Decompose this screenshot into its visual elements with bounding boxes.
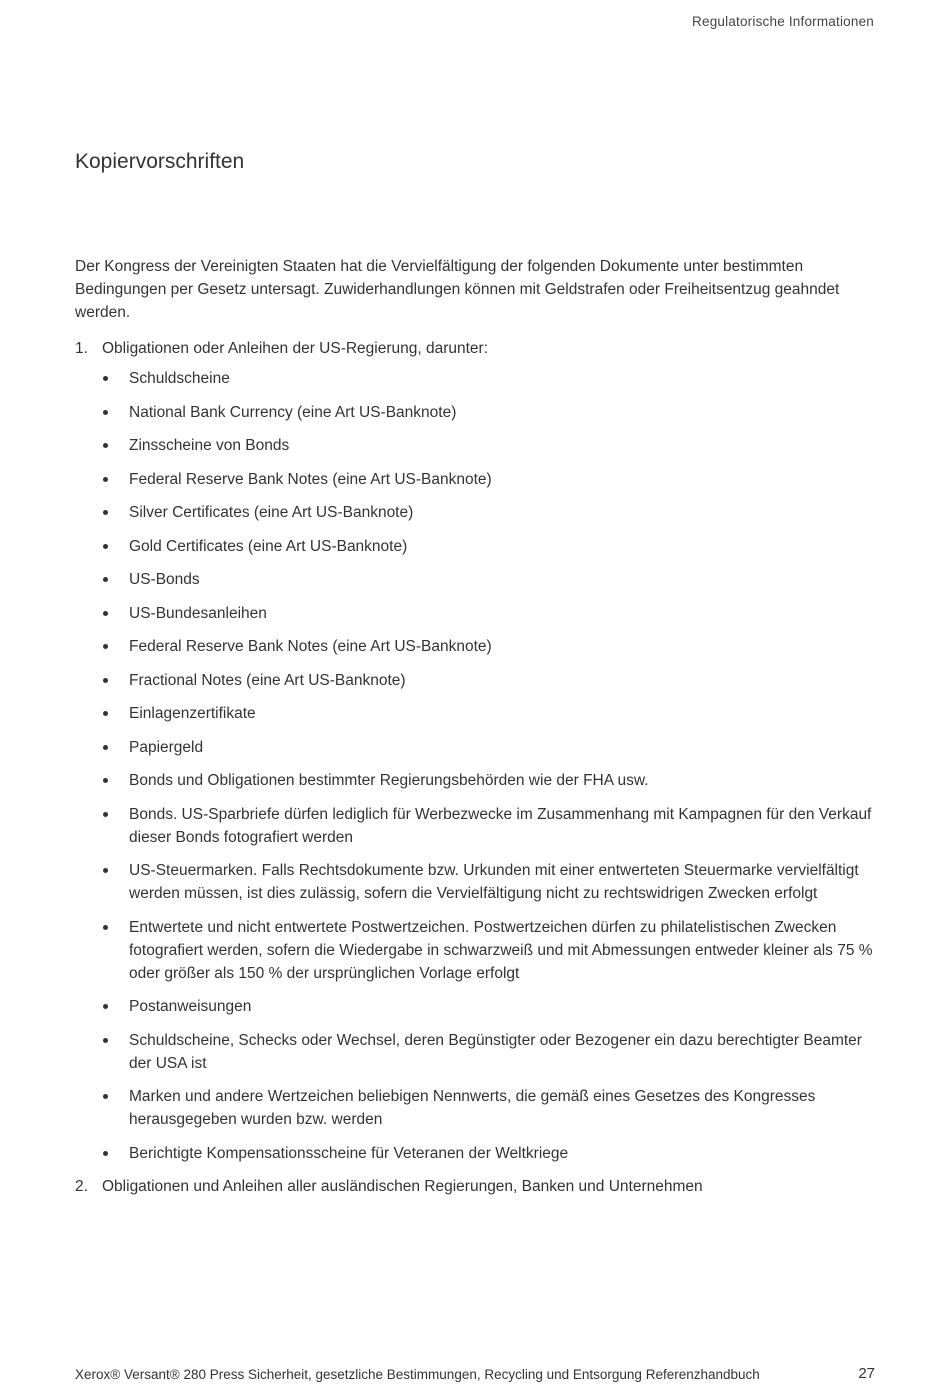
sub-list-item-text: Federal Reserve Bank Notes (eine Art US-Banknote) bbox=[129, 638, 492, 655]
bullet-icon bbox=[103, 611, 108, 616]
page-number: 27 bbox=[858, 1365, 875, 1382]
sub-list-item bbox=[102, 702, 875, 725]
bullet-icon bbox=[103, 678, 108, 683]
list-item-text: Obligationen oder Anleihen der US-Regierung, darunter: bbox=[102, 340, 489, 357]
list-item-2 bbox=[75, 1175, 875, 1198]
sub-list-item-text: Zinsscheine von Bonds bbox=[129, 437, 290, 454]
sub-list-item-text: Marken und andere Wertzeichen beliebigen Nennwerts, die gemäß eines Gesetzes des Kongresses herausgegeben wurden bzw. werden bbox=[129, 1088, 816, 1128]
bullet-icon bbox=[103, 1151, 108, 1156]
sub-list-item bbox=[102, 468, 875, 491]
sub-list-item-text: Berichtigte Kompensationsscheine für Veteranen der Weltkriege bbox=[129, 1144, 569, 1162]
bullet-icon bbox=[103, 410, 108, 415]
bullet-icon bbox=[103, 577, 108, 582]
sub-list-item bbox=[102, 1085, 875, 1131]
bullet-icon bbox=[103, 868, 108, 873]
sub-list-item-text: Silver Certificates (eine Art US-Banknote) bbox=[129, 504, 414, 521]
sub-list-item bbox=[102, 401, 875, 424]
list-number: 2. bbox=[75, 1178, 88, 1195]
sub-list-item bbox=[102, 769, 875, 792]
sub-list-item bbox=[102, 1029, 875, 1075]
sub-list-item bbox=[102, 995, 875, 1018]
bullet-icon bbox=[103, 376, 108, 381]
sub-list-item-text: Gold Certificates (eine Art US-Banknote) bbox=[129, 537, 408, 555]
sub-list-item-text: Einlagenzertifikate bbox=[129, 705, 256, 722]
sub-list-item-text: Federal Reserve Bank Notes (eine Art US-Banknote) bbox=[129, 470, 492, 488]
sub-list-item bbox=[102, 803, 875, 849]
sub-list-item-text: US-Bundesanleihen bbox=[129, 604, 267, 622]
bullet-icon bbox=[103, 745, 108, 750]
sub-list-item bbox=[102, 535, 875, 558]
bullet-icon bbox=[103, 778, 108, 783]
sub-list-item bbox=[102, 859, 875, 905]
sub-list-item-text: Postanweisungen bbox=[129, 998, 252, 1015]
bullet-icon bbox=[103, 1038, 108, 1043]
bullet-icon bbox=[103, 925, 108, 930]
sub-list-item bbox=[102, 736, 875, 759]
sub-list-item bbox=[102, 367, 875, 390]
list-number: 1. bbox=[75, 340, 88, 357]
page-title: Kopiervorschriften bbox=[75, 150, 245, 173]
list-item-text: Obligationen und Anleihen aller ausländischen Regierungen, Banken und Unternehmen bbox=[102, 1178, 703, 1195]
sub-list-item-text: Bonds. US-Sparbriefe dürfen lediglich für Werbezwecke im Zusammenhang mit Kampagnen für den Verkauf dieser Bonds fotografiert werden bbox=[129, 805, 872, 846]
footer-text: Xerox® Versant® 280 Press Sicherheit, gesetzliche Bestimmungen, Recycling und Entsorgung Referenzhandbuch bbox=[75, 1367, 760, 1382]
sub-list-item bbox=[102, 635, 875, 658]
sub-list-item-text: Schuldscheine bbox=[129, 370, 230, 387]
bullet-icon bbox=[103, 510, 108, 515]
bullet-icon bbox=[103, 644, 108, 649]
sub-list-item bbox=[102, 501, 875, 524]
sub-list-item bbox=[102, 669, 875, 692]
sub-list-item bbox=[102, 434, 875, 457]
sub-list-item-text: US-Bonds bbox=[129, 571, 200, 588]
sub-list-item bbox=[102, 568, 875, 591]
sub-list bbox=[102, 367, 875, 1165]
sub-list-item-text: Papiergeld bbox=[129, 738, 204, 756]
bullet-icon bbox=[103, 1094, 108, 1099]
sub-list-item bbox=[102, 602, 875, 625]
running-header: Regulatorische Informationen bbox=[692, 14, 874, 29]
bullet-icon bbox=[103, 1004, 108, 1009]
bullet-icon bbox=[103, 443, 108, 448]
bullet-icon bbox=[103, 477, 108, 482]
regulation-list bbox=[75, 337, 875, 1198]
sub-list-item-text: US-Steuermarken. Falls Rechtsdokumente bzw. Urkunden mit einer entwerteten Steuermarke vervielfältigt werden müssen, ist dies zulässig, sofern die Vervielfältigung nicht zu rechtswidrigen Zwecken erfolgt bbox=[129, 862, 859, 902]
sub-list-item-text: Schuldscheine, Schecks oder Wechsel, deren Begünstigter oder Bezogener ein dazu berechtigter Beamter der USA ist bbox=[129, 1031, 862, 1072]
list-item-1 bbox=[75, 337, 875, 1165]
sub-list-item-text: National Bank Currency (eine Art US-Banknote) bbox=[129, 403, 457, 421]
sub-list-item-text: Fractional Notes (eine Art US-Banknote) bbox=[129, 671, 406, 689]
bullet-icon bbox=[103, 812, 108, 817]
sub-list-item-text: Entwertete und nicht entwertete Postwertzeichen. Postwertzeichen dürfen zu philatelistischen Zwecken fotografiert werden, sofern die Wiedergabe in schwarzweiß und mit Abmessungen entweder kleiner als 75 % oder größer als 150 % der ursprünglichen Vorlage erfolgt bbox=[129, 918, 873, 982]
bullet-icon bbox=[103, 544, 108, 549]
sub-list-item bbox=[102, 1142, 875, 1165]
sub-list-item-text: Bonds und Obligationen bestimmter Regierungsbehörden wie der FHA usw. bbox=[129, 772, 649, 789]
intro-paragraph: Der Kongress der Vereinigten Staaten hat die Vervielfältigung der folgenden Dokumente unter bestimmten Bedingungen per Gesetz untersagt. Zuwiderhandlungen können mit Geldstrafen oder Freiheitsentzug geahndet werden. bbox=[75, 258, 840, 321]
sub-list-item bbox=[102, 916, 875, 985]
bullet-icon bbox=[103, 711, 108, 716]
